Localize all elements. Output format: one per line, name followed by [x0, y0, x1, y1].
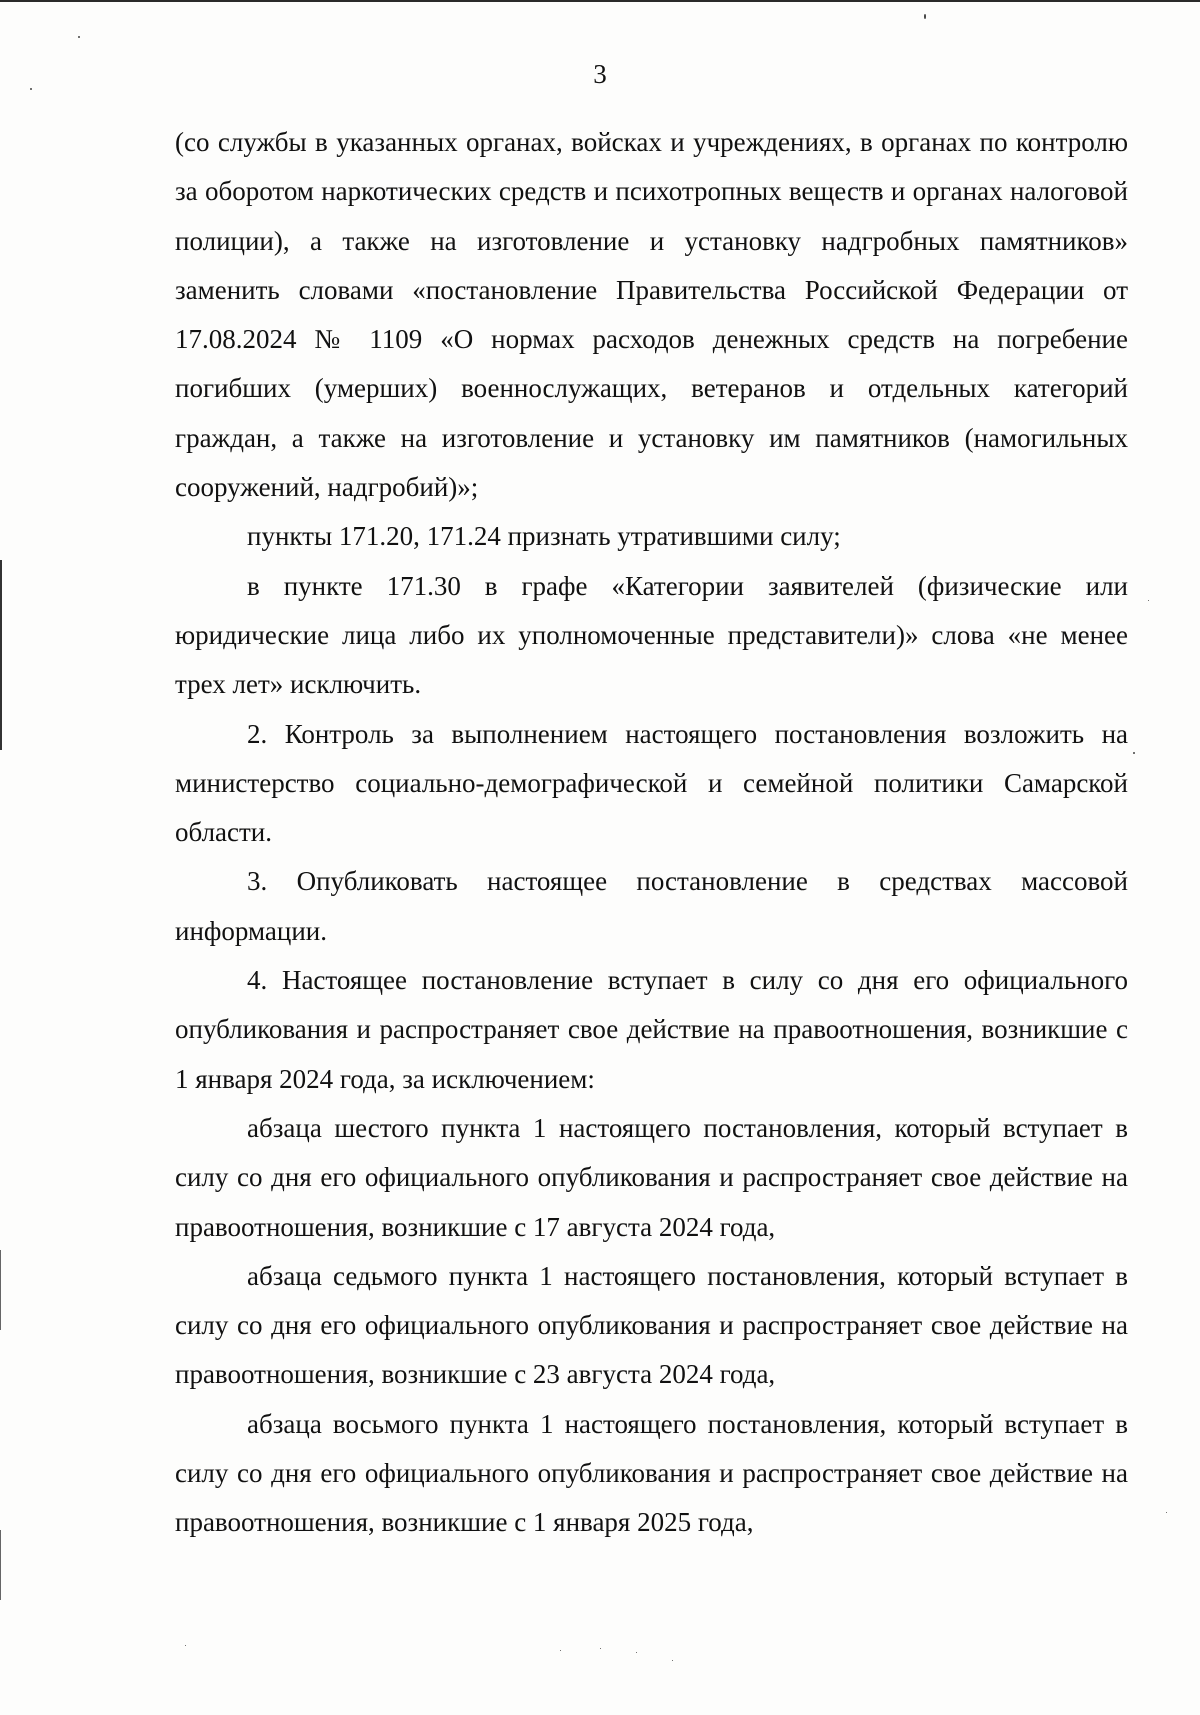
paragraph-exception-6: абзаца шестого пункта 1 настоящего постановления, который вступает в силу со дня его официального опубликования и распространяет свое действие на правоотношения, возникшие с 17 августа 2024 года,: [175, 1112, 1128, 1242]
paragraph-item-2: 2. Контроль за выполнением настоящего постановления возложить на министерство социально-демографической и семейной политики Самарской области.: [175, 718, 1128, 848]
scan-speck: [185, 1645, 186, 1646]
scan-top-border: [0, 0, 1200, 2]
scan-speck: [600, 1648, 601, 1649]
paragraph-continuation: (со службы в указанных органах, войсках и учреждениях, в органах по контролю за оборотом наркотических средств и психотропных веществ и органах налоговой полиции), а также на изготовление и установку надгробных памятников» заменить словами «постановление Правительства Российской Федерации от 17.08.2024 № 1109 «О нормах расходов денежных средств на погребение погибших (умерших) военнослужащих, ветеранов и отдельных категорий граждан, а также на изготовление и установку им памятников (намогильных сооружений, надгробий)»;: [175, 127, 1128, 503]
scan-speck: [672, 1660, 673, 1661]
scan-speck: [636, 1652, 637, 1653]
paragraph-item-4: 4. Настоящее постановление вступает в силу со дня его официального опубликования и распространяет свое действие на правоотношения, возникшие с 1 января 2024 года, за исключением:: [175, 965, 1128, 1094]
scan-speck: [560, 1650, 561, 1651]
scan-speck: [924, 14, 926, 19]
paragraph-item-3: 3. Опубликовать настоящее постановление в средствах массовой информации.: [175, 866, 1128, 946]
paragraph-exception-7: абзаца седьмого пункта 1 настоящего постановления, который вступает в силу со дня его официального опубликования и распространяет свое действие на правоотношения, возникшие с 23 августа 2024 года,: [175, 1260, 1128, 1390]
scan-speck: [1133, 752, 1135, 754]
document-body: [175, 118, 1128, 1548]
page-number: 3: [593, 59, 607, 89]
scan-left-border-upper: [0, 560, 2, 750]
scan-left-border-mid: [0, 1250, 1, 1330]
scan-speck: [78, 36, 80, 38]
paragraph-points-repealed: пункты 171.20, 171.24 признать утратившими силу;: [247, 521, 841, 552]
scan-left-border-lower: [0, 1530, 1, 1600]
paragraph-point-171-30: в пункте 171.30 в графе «Категории заявителей (физические или юридические лица либо их уполномоченные представители)» слова «не менее трех лет» исключить.: [175, 570, 1128, 700]
scan-speck: [1148, 600, 1149, 601]
scan-speck: [1166, 1512, 1167, 1513]
paragraph-exception-8: абзаца восьмого пункта 1 настоящего постановления, который вступает в силу со дня его официального опубликования и распространяет свое действие на правоотношения, возникшие с 1 января 2025 года,: [175, 1408, 1128, 1538]
